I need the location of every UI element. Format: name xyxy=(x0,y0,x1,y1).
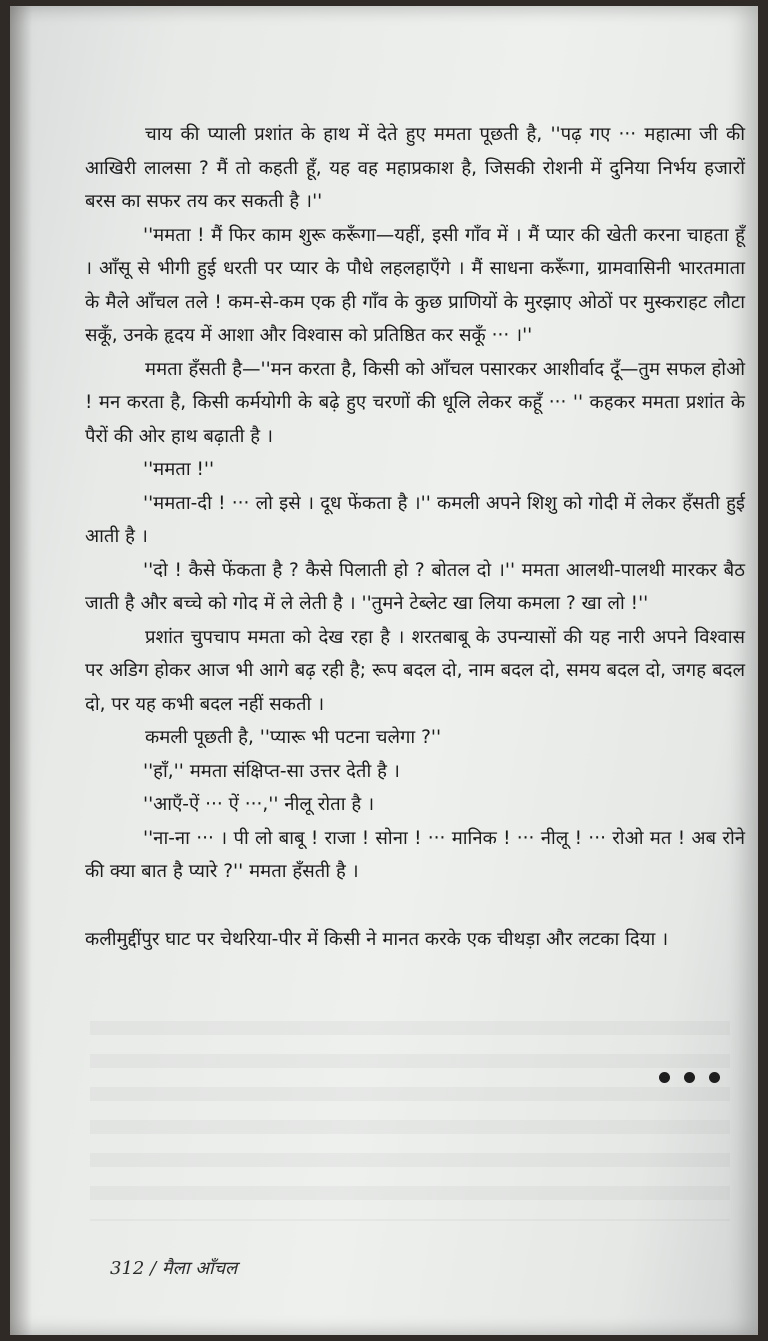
gutter-shadow xyxy=(10,6,32,1335)
paragraph-7: प्रशांत चुपचाप ममता को देख रहा है । शरतबाबू के उपन्यासों की यह नारी अपने विश्वास पर अडिग होकर आज भी आगे बढ़ रही है; रूप बदल दो, नाम बदल दो, समय बदल दो, जगह बदल दो, पर यह कभी बदल नहीं सकती । xyxy=(85,626,745,715)
paragraph-9: ''हाँ,'' ममता संक्षिप्त-सा उत्तर देती है । xyxy=(143,760,400,782)
ornament-dot-icon xyxy=(659,1072,670,1083)
paragraph-1: चाय की प्याली प्रशांत के हाथ में देते हुए ममता पूछती है, ''पढ़ गए ··· महात्मा जी की आखिरी लालसा ? मैं तो कहती हूँ, यह वह महाप्रकाश है, जिसकी रोशनी में दुनिया निर्भय हजारों बरस का सफर तय कर सकती है ।'' xyxy=(85,124,745,212)
ornament-dot-icon xyxy=(684,1072,695,1083)
closing-paragraph: कलीमुद्दींपुर घाट पर चेथरिया-पीर में किसी ने मानत करके एक चीथड़ा और लटका दिया । xyxy=(85,928,669,950)
paragraph-10: ''आएँ-ऐं ··· ऐं ···,'' नीलू रोता है । xyxy=(143,794,375,815)
book-page xyxy=(10,6,758,1335)
bleed-through xyxy=(90,1021,730,1221)
paragraph-5: ''ममता-दी ! ··· लो इसे । दूध फेंकता है ।'' कमली अपने शिशु को गोदी में लेकर हँसती हुई आती है । xyxy=(85,492,745,547)
paragraph-3: ममता हँसती है—''मन करता है, किसी को आँचल पसारकर आशीर्वाद दूँ—तुम सफल होओ ! मन करता है, किसी कर्मयोगी के बढ़े हुए चरणों की धूलि लेकर कहूँ ··· '' कहकर ममता प्रशांत के पैरों की ओर हाथ बढ़ाती है । xyxy=(85,358,745,447)
ornament-dot-icon xyxy=(709,1072,720,1083)
page-body xyxy=(85,118,745,956)
paragraph-8: कमली पूछती है, ''प्यारू भी पटना चलेगा ?'' xyxy=(145,727,442,748)
paragraph-4: ''ममता !'' xyxy=(143,459,215,480)
chapter-end-ornament xyxy=(659,1072,720,1083)
page-footer: 312 / मैला आँचल xyxy=(110,1258,238,1279)
paragraph-11: ''ना-ना ··· । पी लो बाबू ! राजा ! सोना ! ··· मानिक ! ··· नीलू ! ··· रोओ मत ! अब रोने की क्या बात है प्यारे ?'' ममता हँसती है । xyxy=(85,827,745,882)
paragraph-6: ''दो ! कैसे फेंकता है ? कैसे पिलाती हो ? बोतल दो ।'' ममता आलथी-पालथी मारकर बैठ जाती है और बच्चे को गोद में ले लेती है । ''तुमने टेब्लेट खा लिया कमला ? खा लो !'' xyxy=(85,559,745,614)
section-gap xyxy=(85,889,745,923)
paragraph-2: ''ममता ! मैं फिर काम शुरू करूँगा—यहीं, इसी गाँव में । मैं प्यार की खेती करना चाहता हूँ । आँसू से भीगी हुई धरती पर प्यार के पौधे लहलहाएँगे । मैं साधना करूँगा, ग्रामवासिनी भारतमाता के मैले आँचल तले ! कम-से-कम एक ही गाँव के कुछ प्राणियों के मुरझाए ओठों पर मुस्कराहट लौटा सकूँ, उनके हृदय में आशा और विश्वास को प्रतिष्ठित कर सकूँ ··· ।'' xyxy=(85,224,745,346)
